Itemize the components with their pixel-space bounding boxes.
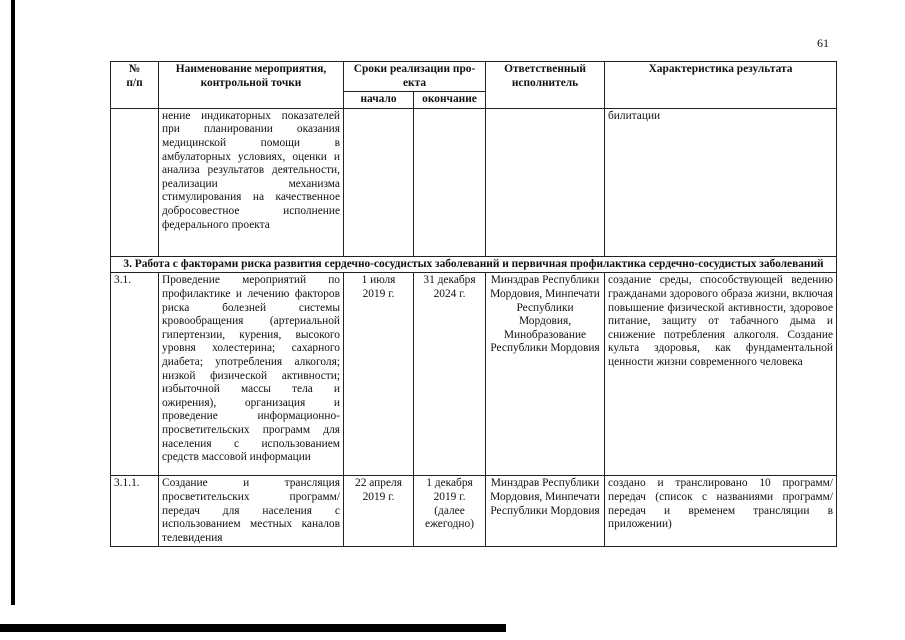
- header-end: окончание: [414, 92, 486, 109]
- table-header-row: [111, 62, 837, 92]
- table-row: [111, 273, 837, 476]
- page-number: 61: [817, 36, 829, 50]
- item-name: Проведение мероприятий по профилактике и лечению факторов риска болезней системы кровообращения (артериальной гипертензии, курения, высокого уровня холестерина; сахарного диабета; употребления алкоголя; низкой физической активности; избыточной массы тела и ожирения), организация и проведение информационно-просветительских программ для населения с использованием средств массовой информации: [159, 273, 344, 476]
- item-name: Создание и трансляция просветительских программ/передач для населения с использованием местных каналов телевидения: [159, 476, 344, 547]
- item-responsible: Минздрав Республики Мордовия, Минпечати Республики Мордовия, Минобразование Республики Мордовия: [486, 273, 605, 476]
- item-num: 3.1.: [111, 273, 159, 476]
- section-row: [111, 256, 837, 273]
- item-result: создание среды, способствующей ведению гражданами здорового образа жизни, включая повышение физической активности, здоровое питание, защиту от табачного дыма и снижение потребления алкоголя. Создание культа здоровья, как фундаментальной ценности жизни современного человека: [605, 273, 837, 476]
- item-start: 22 апреля 2019 г.: [344, 476, 414, 547]
- row-result: билитации: [605, 108, 837, 256]
- row-responsible: [486, 108, 605, 256]
- header-terms: Сроки реализации про- екта: [344, 62, 486, 92]
- scan-left-edge: [11, 0, 15, 605]
- item-result: создано и транслировано 10 программ/передач (список с названиями программ/передач и временем трансляции в приложении): [605, 476, 837, 547]
- row-end: [414, 108, 486, 256]
- header-name: Наименование мероприятия, контрольной точки: [159, 62, 344, 109]
- header-start: начало: [344, 92, 414, 109]
- item-end: 1 декабря 2019 г. (далее ежегодно): [414, 476, 486, 547]
- section-title: 3. Работа с факторами риска развития сердечно-сосудистых заболеваний и первичная профилактика сердечно-сосудистых заболеваний: [111, 256, 837, 273]
- item-end: 31 декабря 2024 г.: [414, 273, 486, 476]
- header-responsible: Ответственный исполнитель: [486, 62, 605, 109]
- item-start: 1 июля 2019 г.: [344, 273, 414, 476]
- row-num: [111, 108, 159, 256]
- activities-table: [110, 61, 837, 547]
- table-row: [111, 108, 837, 256]
- header-num: № п/п: [111, 62, 159, 109]
- header-result: Характеристика результата: [605, 62, 837, 109]
- row-name: нение индикаторных показателей при планировании оказания медицинской помощи в амбулаторных условиях, оценки и анализа результатов деятельности, реализации механизма стимулирования на качественное добросовестное исполнение федерального проекта: [159, 108, 344, 256]
- table-row: [111, 476, 837, 547]
- item-responsible: Минздрав Республики Мордовия, Минпечати Республики Мордовия: [486, 476, 605, 547]
- scan-bottom-edge: [0, 624, 506, 632]
- row-start: [344, 108, 414, 256]
- item-num: 3.1.1.: [111, 476, 159, 547]
